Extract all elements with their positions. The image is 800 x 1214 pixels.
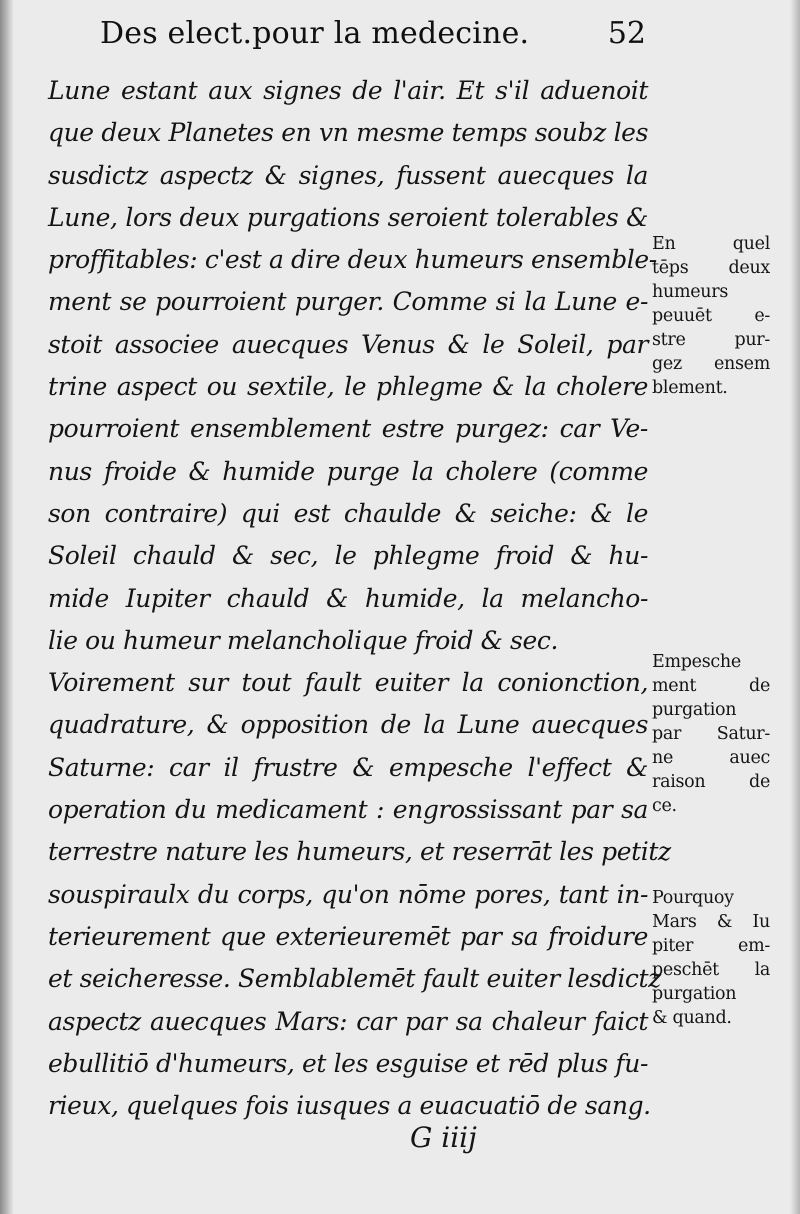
text-line: rieux, quelques fois iusques a euacuatiō de sang.: [48, 1091, 651, 1121]
text-line: ment se pourroient purger. Comme si la Lune e-: [48, 287, 648, 317]
margin-note-line: peuuēt e-: [652, 306, 770, 326]
margin-note-line: Mars & Iu: [652, 912, 770, 932]
text-line: trine aspect ou sextile, le phlegme & la cholere: [48, 372, 648, 402]
margin-note-saturn: [652, 650, 770, 818]
margin-note-line: raison de: [652, 772, 770, 792]
text-line: Saturne: car il frustre & empesche l'effect &: [48, 752, 648, 782]
margin-note-line: peschēt la: [652, 960, 770, 980]
text-line: Lune, lors deux purgations seroient tolerables &: [48, 202, 648, 232]
text-line: ebullitiō d'humeurs, et les esguise et rēd plus fu-: [48, 1048, 648, 1078]
text-line: aspectz auecques Mars: car par sa chaleur faict: [48, 1006, 648, 1036]
margin-note-line: stre pur-: [652, 330, 770, 350]
text-line: stoit associee auecques Venus & le Soleil, par: [48, 329, 648, 359]
margin-note-line: ce.: [652, 796, 677, 816]
text-line: souspiraulx du corps, qu'on nōme pores, tant in-: [48, 879, 648, 909]
text-line: proffitables: c'est a dire deux humeurs ensemble-: [48, 245, 657, 275]
text-line: terrestre nature les humeurs, et reserrāt les petitz: [48, 837, 671, 867]
text-line: Voirement sur tout fault euiter la conionction,: [48, 668, 648, 698]
margin-note-line: ne auec: [652, 748, 770, 768]
page-number: 52: [607, 16, 646, 51]
margin-note-line: piter em-: [652, 936, 770, 956]
text-line: nus froide & humide purge la cholere (comme: [48, 456, 648, 486]
margin-note-line: purgation: [652, 984, 737, 1004]
margin-note-line: & quand.: [652, 1008, 732, 1028]
margin-note-line: gez ensem: [652, 354, 770, 374]
margin-note-line: ment de: [652, 676, 770, 696]
margin-note-line: En quel: [652, 234, 770, 254]
text-line: son contraire) qui est chaulde & seiche: & le: [48, 498, 648, 528]
margin-note-line: Empesche: [652, 652, 741, 672]
text-line: quadrature, & opposition de la Lune auecques: [48, 710, 648, 740]
margin-note-purging-two-humors: [652, 232, 770, 400]
signature-mark: G iiij: [410, 1121, 477, 1154]
running-head-title: Des elect.pour la medecine.: [100, 16, 530, 51]
text-line: Soleil chauld & sec, le phlegme froid & hu-: [48, 541, 648, 571]
margin-note-line: purgation: [652, 700, 737, 720]
margin-note-line: tēps deux: [652, 258, 770, 278]
text-line: et seicheresse. Semblablemēt fault euiter lesdictz: [48, 964, 661, 994]
text-line: terieurement que exterieuremēt par sa froidure: [48, 921, 648, 951]
margin-note-line: par Satur-: [652, 724, 770, 744]
margin-note-line: humeurs: [652, 282, 729, 302]
running-head: [100, 12, 660, 56]
text-line: Lune estant aux signes de l'air. Et s'il aduenoit: [48, 76, 648, 105]
text-line: lie ou humeur melancholique froid & sec.: [48, 625, 559, 655]
margin-note-line: blement.: [652, 378, 728, 398]
text-line: susdictz aspectz & signes, fussent auecques la: [48, 160, 648, 190]
text-line: pourroient ensemblement estre purgez: car Ve-: [48, 414, 648, 444]
main-text-block: [48, 70, 671, 1127]
text-line: operation du medicament : engrossissant par sa: [48, 795, 648, 825]
margin-note-line: Pourquoy: [652, 888, 734, 908]
text-line: mide Iupiter chauld & humide, la melancho-: [48, 583, 648, 613]
text-line: que deux Planetes en vn mesme temps soubz les: [48, 118, 648, 148]
margin-note-mars-jupiter: [652, 886, 770, 1030]
